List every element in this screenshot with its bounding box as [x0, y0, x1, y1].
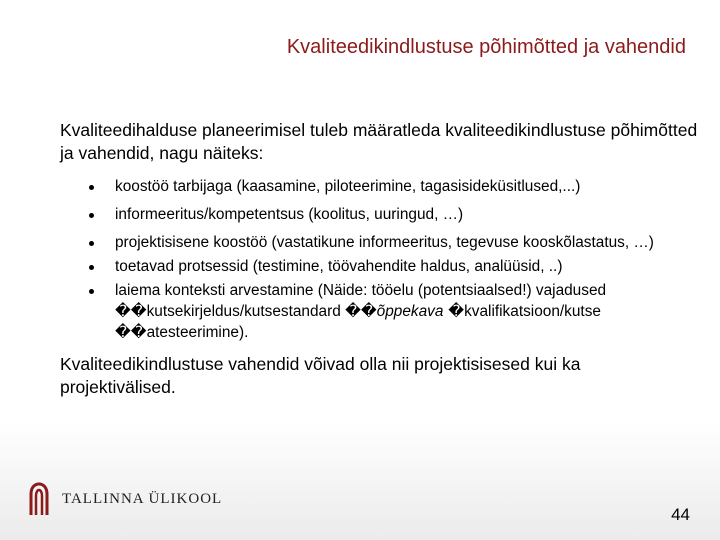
bullet-list [60, 177, 700, 343]
bullet-dot-icon [89, 213, 94, 218]
logo-text: TALLINNA ÜLIKOOL [62, 490, 223, 507]
bullet-item [88, 281, 700, 343]
slide-title: Kvaliteedikindlustuse põhimõtted ja vahendid [286, 36, 686, 58]
bullet-text-segment: kvalifikatsioon/kutse [464, 303, 601, 320]
missing-glyph: �� [115, 302, 147, 320]
bullet-item [88, 233, 700, 253]
outro-paragraph: Kvaliteedikindlustuse vahendid võivad olla nii projektisisesed kui ka projektivälised. [60, 354, 581, 397]
emphasized-text: õppekava [376, 303, 444, 320]
missing-glyph: �� [345, 302, 377, 320]
tlu-emblem-icon [28, 482, 50, 516]
bullet-text: informeeritus/kompetentsus (koolitus, uuringud, …) [115, 206, 464, 223]
bullet-text-segment: kutsekirjeldus/kutsestandard [146, 303, 346, 320]
bullet-dot-icon [89, 265, 94, 270]
bullet-dot-icon [89, 289, 94, 294]
bullet-item [88, 257, 700, 277]
bullet-text-segment: laiema konteksti arvestamine (Näide: tööelu (potentsiaalsed!) vajadused [115, 282, 607, 299]
university-logo [28, 481, 222, 517]
bullet-text-segment: atesteerimine). [146, 324, 249, 341]
bullet-text: koostöö tarbijaga (kaasamine, piloteerimine, tagasisideküsitlused,...) [115, 178, 581, 195]
bullet-item [88, 205, 700, 225]
bullet-text: toetavad protsessid (testimine, töövahendite haldus, analüüsid, ..) [115, 258, 563, 275]
missing-glyph: �� [115, 323, 147, 341]
bullet-dot-icon [89, 185, 94, 190]
bullet-dot-icon [89, 241, 94, 246]
slide-content [60, 119, 700, 417]
missing-glyph: � [443, 302, 465, 320]
page-number: 44 [671, 505, 690, 524]
bullet-item [88, 177, 700, 197]
intro-paragraph: Kvaliteedihalduse planeerimisel tuleb määratleda kvaliteedikindlustuse põhimõtted ja vahendid, nagu näiteks: [60, 120, 698, 163]
bullet-text: projektisisene koostöö (vastatikune informeeritus, tegevuse kooskõlastatus, …) [115, 234, 654, 251]
